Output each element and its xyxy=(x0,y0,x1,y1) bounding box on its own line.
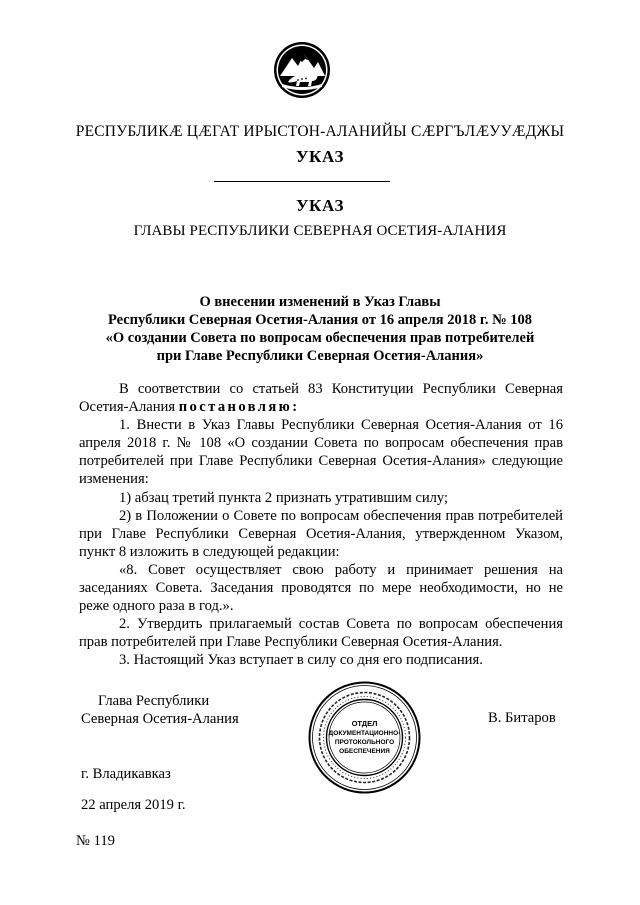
russian-header-title: ГЛАВЫ РЕСПУБЛИКИ СЕВЕРНАЯ ОСЕТИЯ-АЛАНИЯ xyxy=(133,223,507,239)
russian-decree-label: УКАЗ xyxy=(295,196,345,215)
clause-2: 2. Утвердить прилагаемый состав Совета по вопросам обеспечения прав потребителей при Главе Республики Северная Осетия-Алания. xyxy=(79,616,563,651)
document-title xyxy=(0,293,640,365)
coat-of-arms-emblem xyxy=(272,40,332,100)
clause-1: 1. Внести в Указ Главы Республики Северная Осетия-Алания от 16 апреля 2018 г. № 108 «О создании Совета по вопросам обеспечения прав потребителей при Главе Республики Северная Осетия-Алания» следующие изменения: xyxy=(79,417,563,488)
signatory-position xyxy=(81,692,239,728)
seal-text: ОБЕСПЕЧЕНИЯ xyxy=(339,748,390,755)
subclause-1-2-quote: «8. Совет осуществляет свою работу и принимает решения на заседаниях Совета. Заседания проводятся по мере необходимости, но не реже одного раза в год.». xyxy=(79,561,563,615)
preamble-text: В соответствии со статьей 83 Конституции Республики Северная Осетия-Алания xyxy=(79,381,563,416)
position-line: Северная Осетия-Алания xyxy=(81,711,239,727)
document-body xyxy=(79,380,563,670)
official-seal-stamp xyxy=(307,680,422,795)
title-line: Республики Северная Осетия-Алания от 16 апреля 2018 г. № 108 xyxy=(107,312,533,328)
document-number: № 119 xyxy=(76,833,115,849)
seal-text: ОТДЕЛ xyxy=(351,719,378,728)
title-line: О внесении изменений в Указ Главы xyxy=(199,294,441,310)
subclause-1-1: 1) абзац третий пункта 2 признать утратившим силу; xyxy=(119,489,449,506)
ossetian-header-title: РЕСПУБЛИКӔ ЦӔГАТ ИРЫСТОН-АЛАНИЙЫ СӔРГЪЛӔУУӔДЖЫ xyxy=(75,123,565,140)
title-line: при Главе Республики Северная Осетия-Алания» xyxy=(156,348,484,364)
place-of-issue: г. Владикавказ xyxy=(81,766,171,782)
header-divider xyxy=(214,181,390,182)
decree-word: постановляю: xyxy=(178,399,300,416)
issue-date: 22 апреля 2019 г. xyxy=(81,797,186,813)
clause-3: 3. Настоящий Указ вступает в силу со дня его подписания. xyxy=(119,652,483,669)
preamble-paragraph xyxy=(79,380,563,416)
seal-text: ПРОТОКОЛЬНОГО xyxy=(334,739,395,746)
title-line: «О создании Совета по вопросам обеспечения прав потребителей xyxy=(105,330,535,346)
signatory-name: В. Битаров xyxy=(488,710,556,726)
position-line: Глава Республики xyxy=(98,693,210,709)
ossetian-decree-label: УКАЗ xyxy=(295,147,345,166)
seal-text: ДОКУМЕНТАЦИОННО- xyxy=(328,730,401,737)
subclause-1-2: 2) в Положении о Совете по вопросам обеспечения прав потребителей при Главе Республики Северная Осетия-Алания, утвержденном Указом, пункт 8 изложить в следующей редакции: xyxy=(79,507,563,560)
